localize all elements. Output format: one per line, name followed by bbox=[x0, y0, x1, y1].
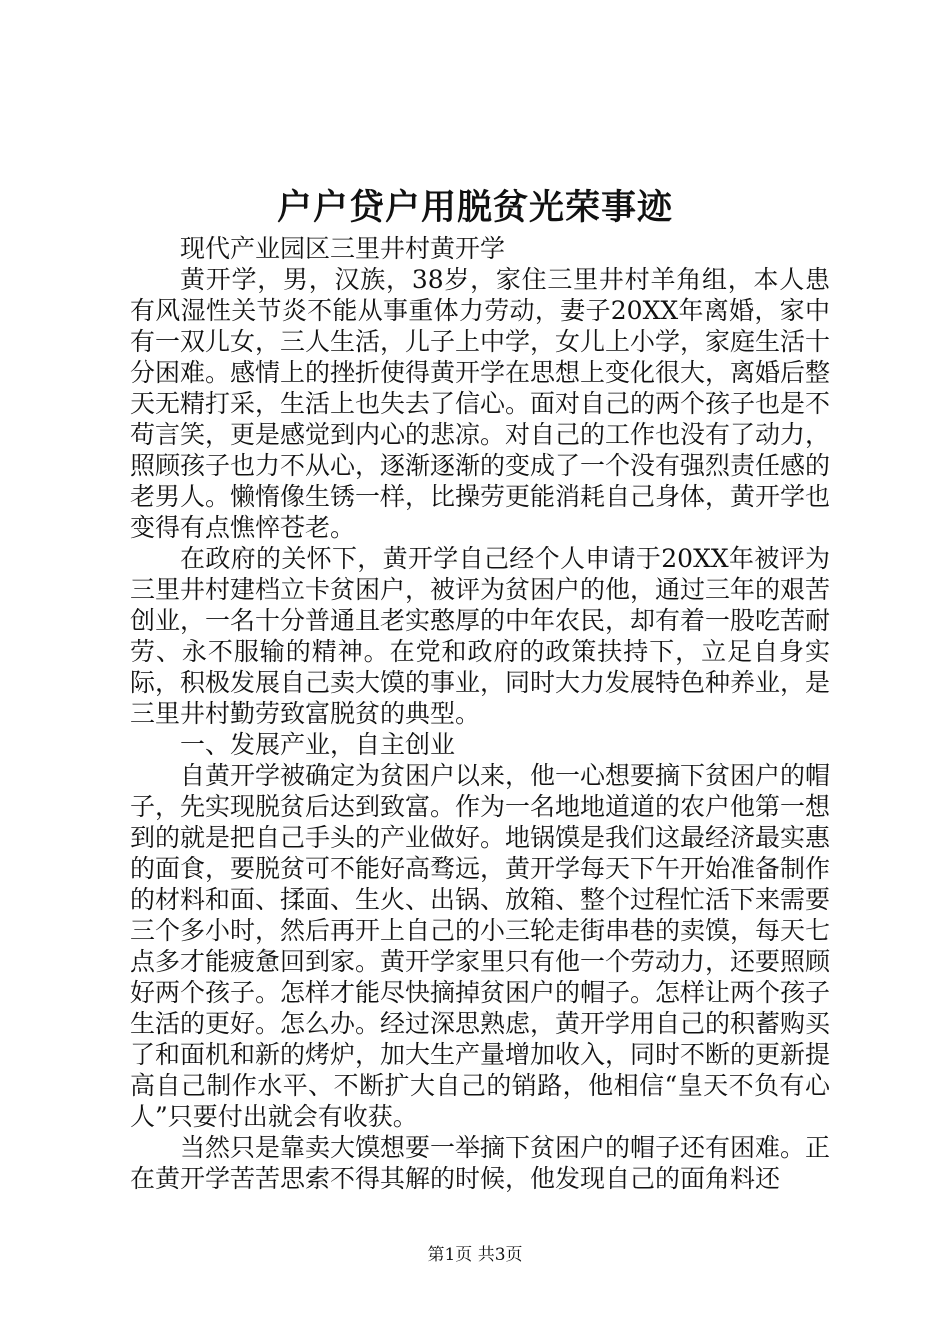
page-footer: 第1页 共3页 bbox=[427, 1245, 523, 1265]
section-heading: 一、发展产业，自主创业 bbox=[180, 730, 456, 759]
document-title: 户户贷户用脱贫光荣事迹 bbox=[276, 187, 673, 228]
paragraph-author: 现代产业园区三里井村黄开学 bbox=[180, 234, 506, 263]
paragraph-intro: 黄开学，男，汉族，38岁，家住三里井村羊角组，本人患有风湿性关节炎不能从事重体力劳动，妻子20XX年离婚，家中有一双儿女，三人生活，儿子上中学，女儿上小学，家庭生活十分困难。感情上的挫折使得黄开学在思想上变化很大，离婚后整天无精打采，生活上也失去了信心。面对自己的两个孩子也是不苟言笑，更是感觉到内心的悲凉。对自己的工作也没有了动力，照顾孩子也力不从心，逐渐逐渐的变成了一个没有强烈责任感的老男人。懒惰像生锈一样，比操劳更能消耗自己身体，黄开学也变得有点憔悴苍老。 bbox=[130, 265, 831, 542]
paragraph-continued: 当然只是靠卖大馍想要一举摘下贫困户的帽子还有困难。正在黄开学苦苦思索不得其解的时候，他发现自己的面角料还 bbox=[130, 1133, 831, 1193]
paragraph-industry: 自黄开学被确定为贫困户以来，他一心想要摘下贫困户的帽子，先实现脱贫后达到致富。作为一名地地道道的农户他第一想到的就是把自己手头的产业做好。地锅馍是我们这最经济最实惠的面食，要脱贫可不能好高骛远，黄开学每天下午开始准备制作的材料和面、揉面、生火、出锅、放箱、整个过程忙活下来需要三个多小时，然后再开上自己的小三轮走街串巷的卖馍，每天七点多才能疲惫回到家。黄开学家里只有他一个劳动力，还要照顾好两个孩子。怎样才能尽快摘掉贫困户的帽子。怎样让两个孩子生活的更好。怎么办。经过深思熟虑，黄开学用自己的积蓄购买了和面机和新的烤炉，加大生产量增加收入，同时不断的更新提高自己制作水平、不断扩大自己的销路，他相信“皇天不负有心人”只要付出就会有收获。 bbox=[130, 761, 831, 1131]
paragraph-government-support: 在政府的关怀下，黄开学自己经个人申请于20XX年被评为三里井村建档立卡贫困户，被评为贫困户的他，通过三年的艰苦创业，一名十分普通且老实憨厚的中年农民，却有着一股吃苦耐劳、永不服输的精神。在党和政府的政策扶持下，立足自身实际，积极发展自己卖大馍的事业，同时大力发展特色种养业，是三里井村勤劳致富脱贫的典型。 bbox=[130, 544, 831, 728]
document-body bbox=[130, 233, 830, 1194]
